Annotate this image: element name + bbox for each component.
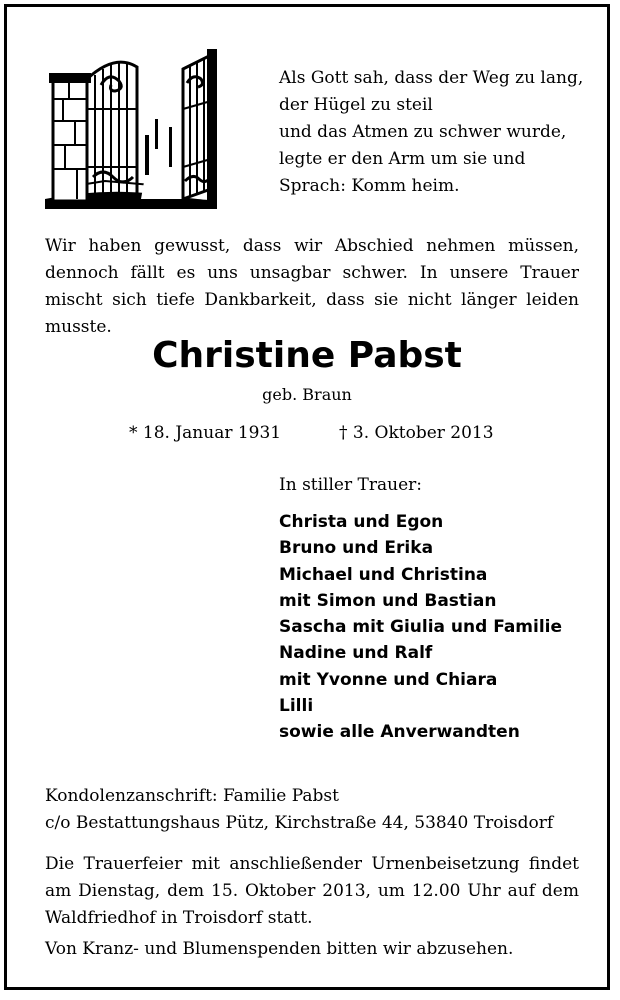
birth-date: * 18. Januar 1931: [129, 423, 282, 443]
list-item: mit Simon und Bastian: [279, 590, 497, 611]
mourners-heading: In stiller Trauer:: [279, 475, 422, 495]
poem: [279, 65, 583, 200]
maiden-name: geb. Braun: [262, 385, 352, 404]
list-item: Lilli: [279, 696, 314, 717]
mourners-list: [279, 509, 562, 746]
poem-line: Als Gott sah, dass der Weg zu lang,: [279, 68, 584, 88]
poem-line: der Hügel zu steil: [279, 95, 433, 115]
list-item: Michael und Christina: [279, 564, 488, 585]
list-item: Nadine und Ralf: [279, 643, 433, 664]
poem-line: Sprach: Komm heim.: [279, 176, 460, 196]
deceased-name: Christine Pabst: [152, 335, 462, 376]
list-item: sowie alle Anverwandten: [279, 722, 520, 743]
address-line: c/o Bestattungshaus Pütz, Kirchstraße 44, 53840 Troisdorf: [45, 813, 554, 833]
intro-paragraph: Wir haben gewusst, dass wir Abschied nehmen müssen, dennoch fällt es uns unsagbar schwer. In unsere Trauer mischt sich tiefe Dankbarkeit, dass sie nicht länger leiden musste.: [45, 236, 579, 337]
poem-line: und das Atmen zu schwer wurde,: [279, 122, 567, 142]
poem-line: legte er den Arm um sie und: [279, 149, 526, 169]
address-line: Kondolenzanschrift: Familie Pabst: [45, 786, 339, 806]
ceremony-paragraph: Die Trauerfeier mit anschließender Urnenbeisetzung findet am Dienstag, dem 15. Oktober 2013, um 12.00 Uhr auf dem Waldfriedhof in Troisdorf statt.: [45, 854, 579, 928]
condolence-address: [45, 783, 553, 837]
list-item: mit Yvonne und Chiara: [279, 669, 498, 690]
flowers-note: Von Kranz- und Blumenspenden bitten wir abzusehen.: [45, 939, 514, 959]
open-gate-illustration: [45, 49, 217, 209]
list-item: Sascha mit Giulia und Familie: [279, 617, 563, 638]
list-item: Bruno und Erika: [279, 538, 434, 559]
death-date: † 3. Oktober 2013: [339, 423, 494, 443]
obituary-notice: [4, 4, 610, 990]
list-item: Christa und Egon: [279, 512, 444, 532]
